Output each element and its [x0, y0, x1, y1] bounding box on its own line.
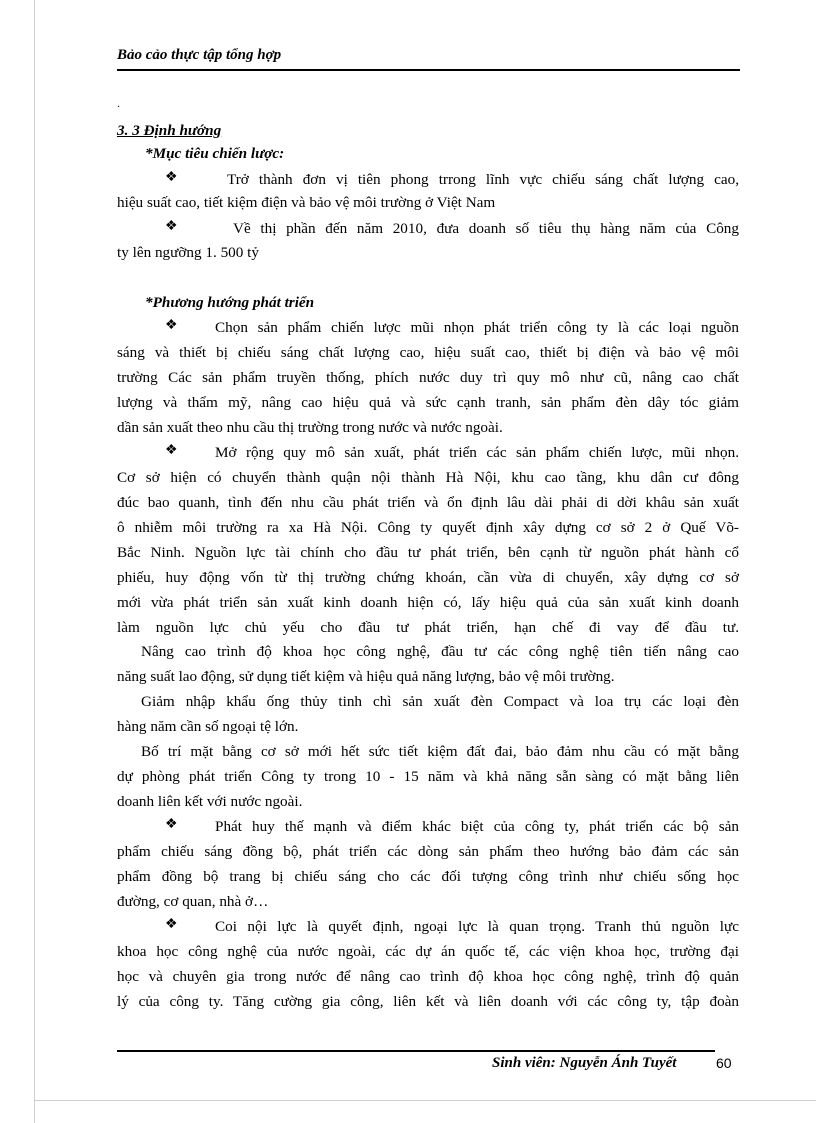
para-7-line-2: khoa học công nghệ của nước ngoài, các dự án quốc tế, các viện khoa học, trường đại [117, 943, 739, 960]
para-1-line-4: lượng và thẩm mỹ, nâng cao hiệu quả và sức cạnh tranh, sản phẩm đèn dây tóc giảm [117, 394, 739, 411]
para-2-line-8: làm nguồn lực chủ yếu cho đầu tư phát triển, hạn chế đi vay để đầu tư. [117, 619, 739, 636]
para-3-line-2: năng suất lao động, sử dụng tiết kiệm và hiệu quả năng lượng, bảo vệ môi trường. [117, 668, 615, 685]
para-1-line-3: trường Các sản phẩm truyền thống, phích nước duy trì quy mô như cũ, nâng cao chất [117, 369, 739, 386]
para-2-line-7: mới vừa phát triển sản xuất kinh doanh hiện có, lấy hiệu quả của sản xuất kinh doanh [117, 594, 739, 611]
para-2-line-5: Bắc Ninh. Nguồn lực tài chính cho đầu tư phát triển, bên cạnh từ nguồn phát hành cổ [117, 544, 739, 561]
para-6-line-3: phẩm đồng bộ trang bị chiếu sáng cho các đối tượng công trình như chiếu sống học [117, 868, 739, 885]
page-number: 60 [716, 1055, 732, 1071]
bullet-icon: ❖ [165, 318, 178, 333]
goal-1-line-1: Trở thành đơn vị tiên phong trrong lĩnh vực chiếu sáng chất lượng cao, [227, 171, 739, 188]
goal-2-line-1: Về thị phần đến năm 2010, đưa doanh số tiêu thụ hàng năm của Công [233, 220, 739, 237]
para-2-line-1: Mở rộng quy mô sản xuất, phát triển các sản phẩm chiến lược, mũi nhọn. [215, 444, 739, 461]
para-2-line-6: phiếu, huy động vốn từ thị trường chứng khoán, cần vừa di chuyển, xây dựng cơ sở [117, 569, 739, 586]
para-7-line-3: học và chuyên gia trong nước để nâng cao trình độ khoa học công nghệ, trình độ quản [117, 968, 739, 985]
section-heading: 3. 3 Định hướng [117, 122, 222, 139]
footer-author: Sinh viên: Nguyễn Ánh Tuyết [492, 1055, 677, 1071]
para-7-line-1: Coi nội lực là quyết định, ngoại lực là quan trọng. Tranh thủ nguồn lực [215, 918, 739, 935]
para-2-line-4: ô nhiễm môi trường ra xa Hà Nội. Công ty quyết định xây dựng cơ sở 2 ở Quế Võ- [117, 519, 739, 536]
running-header: Bảo cảo thực tập tổng hợp [117, 47, 740, 71]
para-2-line-2: Cơ sở hiện có chuyển thành quận nội thành Hà Nội, khu cao tầng, khu dân cư đông [117, 469, 739, 486]
para-6-line-2: phẩm chiếu sáng đồng bộ, phát triển các dòng sản phẩm theo hướng bảo đảm các sản [117, 843, 739, 860]
para-4-line-1: Giảm nhập khẩu ống thủy tinh chì sản xuất đèn Compact và loa trụ các loại đèn [141, 693, 739, 710]
goal-2-line-2: ty lên ngưỡng 1. 500 tỷ [117, 244, 259, 261]
para-5-line-1: Bố trí mặt bằng cơ sở mới hết sức tiết kiệm đất đai, bảo đảm nhu cầu có mặt bằng [141, 743, 739, 760]
para-6-line-4: đường, cơ quan, nhà ở… [117, 893, 269, 910]
stray-dot: . [117, 96, 120, 110]
subheading-direction: *Phương hướng phát triển [145, 294, 315, 311]
para-4-line-2: hàng năm cần số ngoại tệ lớn. [117, 718, 299, 735]
para-5-line-3: doanh liên kết với nước ngoài. [117, 793, 303, 810]
para-5-line-2: dự phòng phát triển Công ty trong 10 - 15 năm và khả năng sẵn sàng có mặt bằng liên [117, 768, 739, 785]
para-6-line-1: Phát huy thế mạnh và điểm khác biệt của công ty, phát triển các bộ sản [215, 818, 739, 835]
para-1-line-2: sáng và thiết bị chiếu sáng chất lượng cao, hiệu suất cao, thiết bị điện và bảo vệ môi [117, 344, 739, 361]
bullet-icon: ❖ [165, 170, 178, 185]
bullet-icon: ❖ [165, 817, 178, 832]
bullet-icon: ❖ [165, 219, 178, 234]
page-edge-left [34, 0, 35, 1123]
footer-rule [117, 1050, 715, 1052]
para-7-line-4: lý của công ty. Tăng cường gia công, liên kết và liên doanh với các công ty, tập đoàn [117, 993, 739, 1010]
para-1-line-5: dần sản xuất theo nhu cầu thị trường trong nước và nước ngoài. [117, 419, 503, 436]
para-3-line-1: Nâng cao trình độ khoa học công nghệ, đầu tư các công nghệ tiên tiến nâng cao [141, 643, 739, 660]
subheading-goals: *Mục tiêu chiến lược: [145, 145, 285, 162]
para-1-line-1: Chọn sản phẩm chiến lược mũi nhọn phát triển công ty là các loại nguồn [215, 319, 739, 336]
bullet-icon: ❖ [165, 917, 178, 932]
para-2-line-3: đúc bao quanh, tình đến nhu cầu phát triển và ổn định lâu dài phải di dời khâu sản xuất [117, 494, 739, 511]
page-edge-bottom [34, 1100, 816, 1101]
bullet-icon: ❖ [165, 443, 178, 458]
goal-1-line-2: hiệu suất cao, tiết kiệm điện và bảo vệ môi trường ở Việt Nam [117, 194, 496, 211]
